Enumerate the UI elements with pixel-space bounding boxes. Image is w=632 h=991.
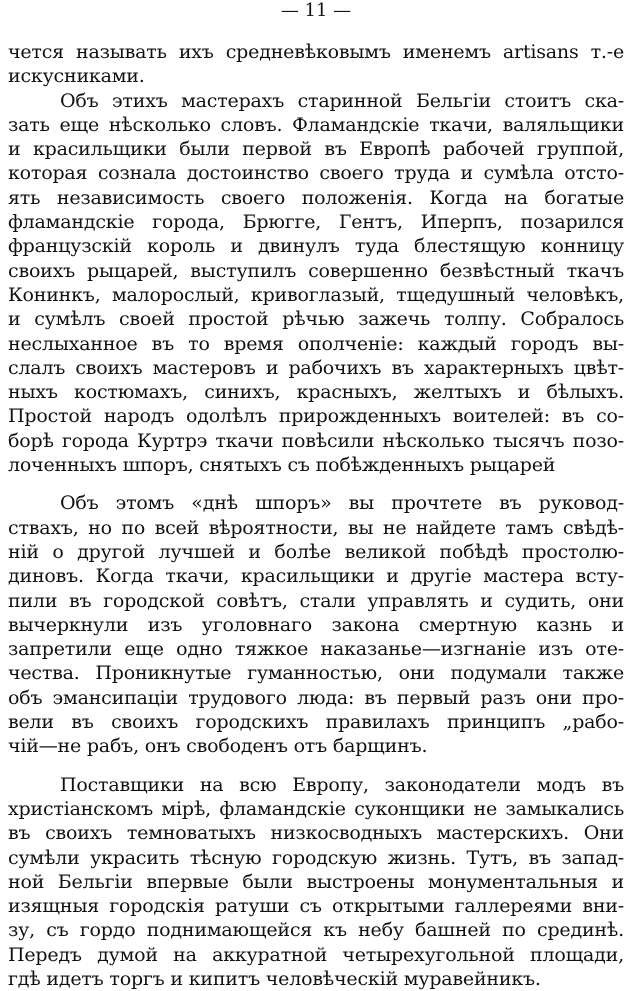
text-line: неслыханное въ то время ополченіе: каждый городъ вы- [8,332,624,355]
text-line: гдѣ идетъ торгъ и кипитъ человѣческій муравейникъ. [8,967,541,990]
text-line: запретили еще одно тяжкое наказанье—изгнаніе изъ оте- [8,638,624,661]
text-line: которая сознала достоинство своего труда и сумѣла отсто- [8,162,624,185]
paragraph-gap [8,759,624,773]
paragraph [8,773,624,991]
text-line: лоченныхъ шпоръ, снятыхъ съ побѣжденныхъ рыцарей [8,454,556,477]
text-line: и сумѣлъ своей простой рѣчью зажечь толпу. Собралось [8,308,624,331]
paragraph-gap [8,477,624,491]
paragraph [8,89,624,478]
text-line: слалъ своихъ мастеровъ и рабочихъ въ характерныхъ цвѣт- [8,356,624,379]
text-line: въ своихъ темноватыхъ низкосводныхъ мастерскихъ. Они [8,822,624,845]
text-line: Поставщики на всю Европу, законодатели модъ въ [60,773,624,796]
text-line: чества. Проникнутые гуманностью, они подумали также [8,662,624,685]
text-line: Объ этихъ мастерахъ старинной Бельгіи стоитъ ска- [60,89,624,112]
text-line: христіанскомъ мірѣ, фламандскіе суконщики не замыкались [8,797,624,820]
text-line: вели въ своихъ городскихъ правилахъ принципъ „рабо- [8,711,624,734]
text-line: искусниками. [8,65,145,88]
text-line: ять независимость своего положенія. Когда на богатые [8,186,624,209]
text-line: ствахъ, но по всей вѣроятности, вы не найдете тамъ свѣдѣ- [8,516,624,539]
text-line: и красильщики были первой въ Европѣ рабочей группой, [8,138,624,161]
text-line: ной Бельгіи впервые были выстроены монументальныя и [8,870,624,893]
text-line: чій—не рабъ, онъ свободенъ отъ барщинъ. [8,735,428,758]
text-line: Конинкъ, малорослый, кривоглазый, тщедушный человѣкъ, [8,283,624,306]
text-line: Передъ думой на аккуратной четырехугольной площади, [8,943,624,966]
text-line: фламандскіе города, Брюгге, Гентъ, Иперпъ, позарился [8,211,624,234]
text-line: диновъ. Когда ткачи, красильщики и другіе мастера всту- [8,565,624,588]
text-line: борѣ города Куртрэ ткачи повѣсили нѣсколько тысячъ позо- [8,429,624,452]
text-line: французскій король и двинулъ туда блестящую конницу [8,235,624,258]
body-text [8,40,624,991]
text-line: Объ этомъ «днѣ шпоръ» вы прочтете въ руковод- [60,492,624,515]
page-number: — 11 — [280,0,352,21]
paragraph [8,491,624,758]
text-line: объ эмансипаціи трудового люда: въ первый разъ они про- [8,686,624,709]
text-line: своихъ рыцарей, выступилъ совершенно безвѣстный ткачъ [8,259,624,282]
text-line: зать еще нѣсколько словъ. Фламандскіе ткачи, валяльщики [8,113,624,136]
text-line: зу, съ гордо поднимающейся къ небу башней по срединѣ. [8,919,624,942]
text-line: пили въ городской совѣтъ, стали управлять и судить, они [8,589,624,612]
text-line: чется называть ихъ средневѣковымъ именемъ artisans т.-е [8,41,624,63]
paragraph [8,40,624,89]
text-line: изящныя городскія ратуши съ открытыми галлереями вни- [8,895,624,918]
text-line: ній о другой лучшей и болѣе великой побѣдѣ простолю- [8,540,624,563]
text-line: Простой народъ одолѣлъ прирожденныхъ воителей: въ со- [8,405,624,428]
text-line: сумѣли украсить тѣсную городскую жизнь. Тутъ, въ запад- [8,846,624,869]
text-line: вычеркнули изъ уголовнаго закона смертную казнь и [8,613,624,636]
text-line: ныхъ костюмахъ, синихъ, красныхъ, желтыхъ и бѣлыхъ. [8,381,624,404]
